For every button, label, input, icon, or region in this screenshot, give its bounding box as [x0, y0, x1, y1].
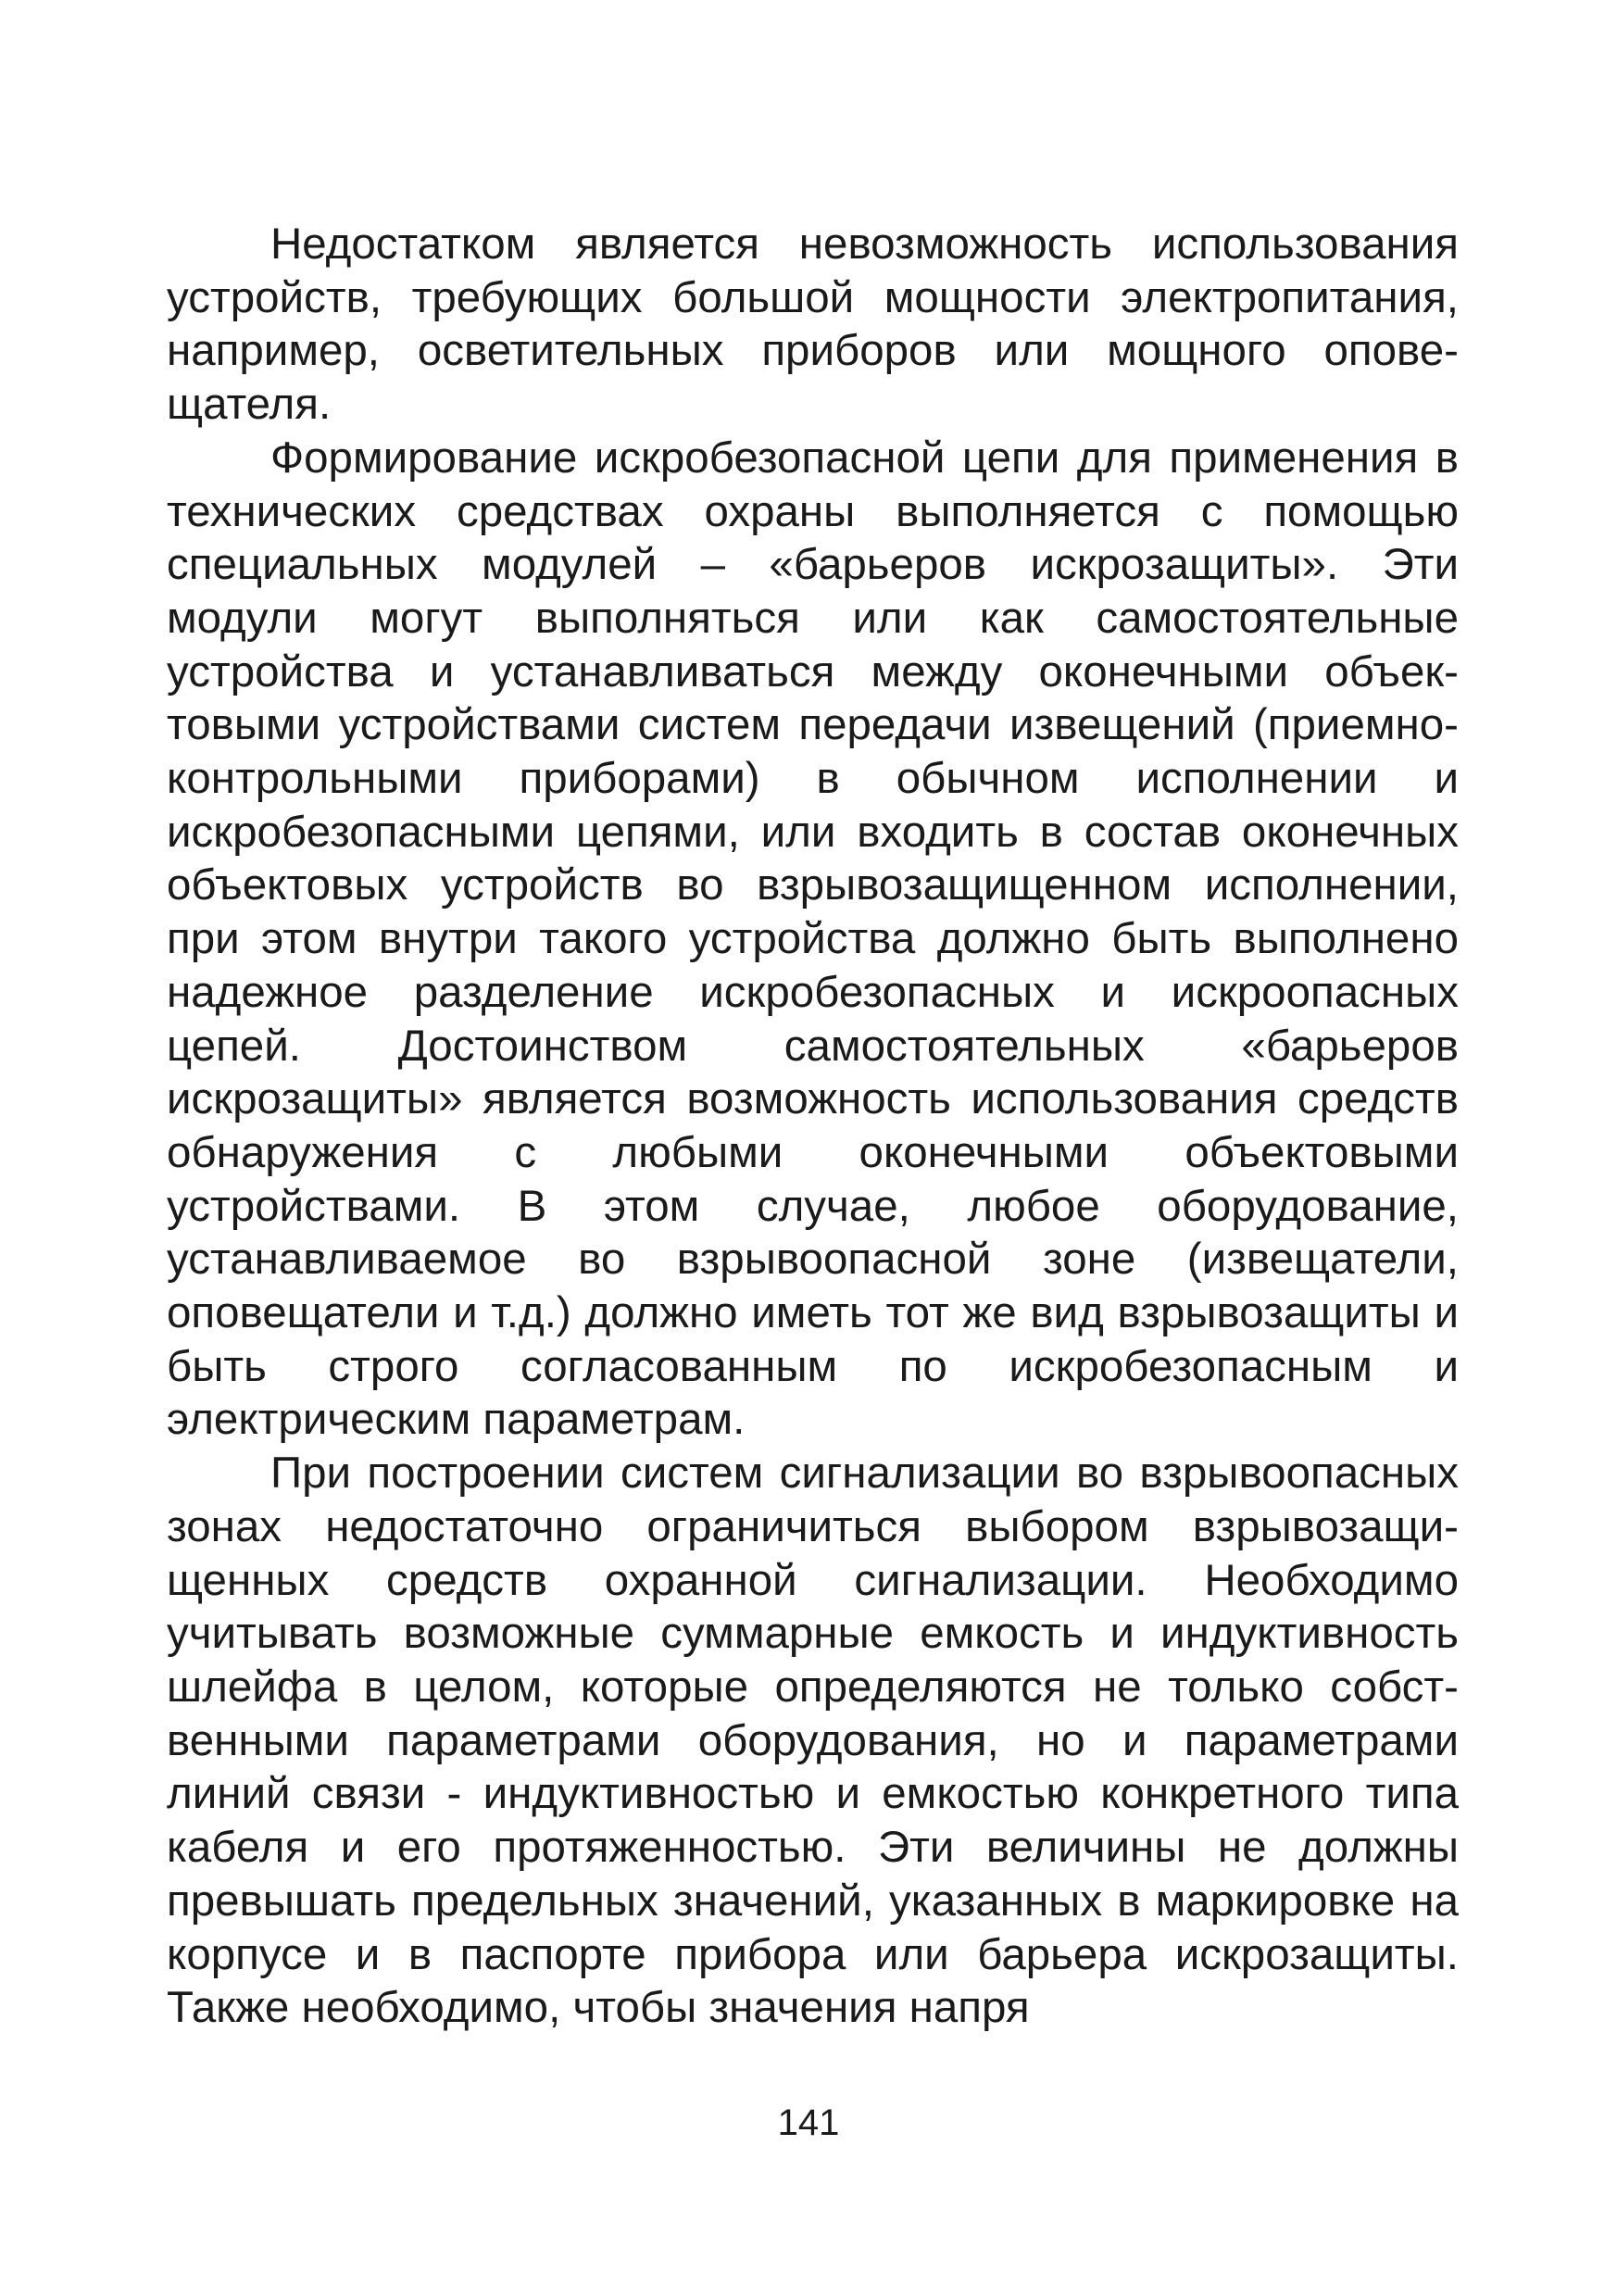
paragraph-2: Формирование искробезопасной цепи для применения в технических средствах охраны выполняется с помощью специальных модулей – «барьеров искрозащиты». Эти модули могут выполняться или как самостоятельные устройства и устанавливаться между оконечными объектовыми устройствами систем передачи извещений (приемно-контрольными приборами) в обычном исполнении и искробезопасными цепями, или входить в состав оконечных объектовых устройств во взрывозащищенном исполнении, при этом внутри такого устройства должно быть выполнено надежное разделение искробезопасных и искроопасных цепей. Достоинством самостоятельных «барьеров искрозащиты» является возможность использования средств обнаружения с любыми оконечными объектовыми устройствами. В этом случае, любое оборудование, устанавливаемое во взрывоопасной зоне (извещатели, оповещатели и т.д.) должно иметь тот же вид взрывозащиты и быть строго согласованным по искробезопасным и электрическим параметрам.	[167, 433, 1459, 1445]
body-text	[167, 218, 1459, 2035]
paragraph-1: Недостатком является невозможность использования устройств, требующих большой мощности электропитания, например, осветительных приборов или мощного оповещателя.	[167, 220, 1459, 430]
page-number: 141	[777, 2102, 840, 2143]
paragraph-3: При построении систем сигнализации во взрывоопасных зонах недостаточно ограничиться выбором взрывозащищенных средств охранной сигнализации. Необходимо учитывать возможные суммарные емкость и индуктивность шлейфа в целом, которые определяются не только собственными параметрами оборудования, но и параметрами линий связи - индуктивностью и емкостью конкретного типа кабеля и его протяженностью. Эти величины не должны превышать предельных значений, указанных в маркировке на корпусе и в паспорте прибора или барьера искрозащиты. Также необходимо, чтобы значения напря	[167, 1449, 1459, 2033]
